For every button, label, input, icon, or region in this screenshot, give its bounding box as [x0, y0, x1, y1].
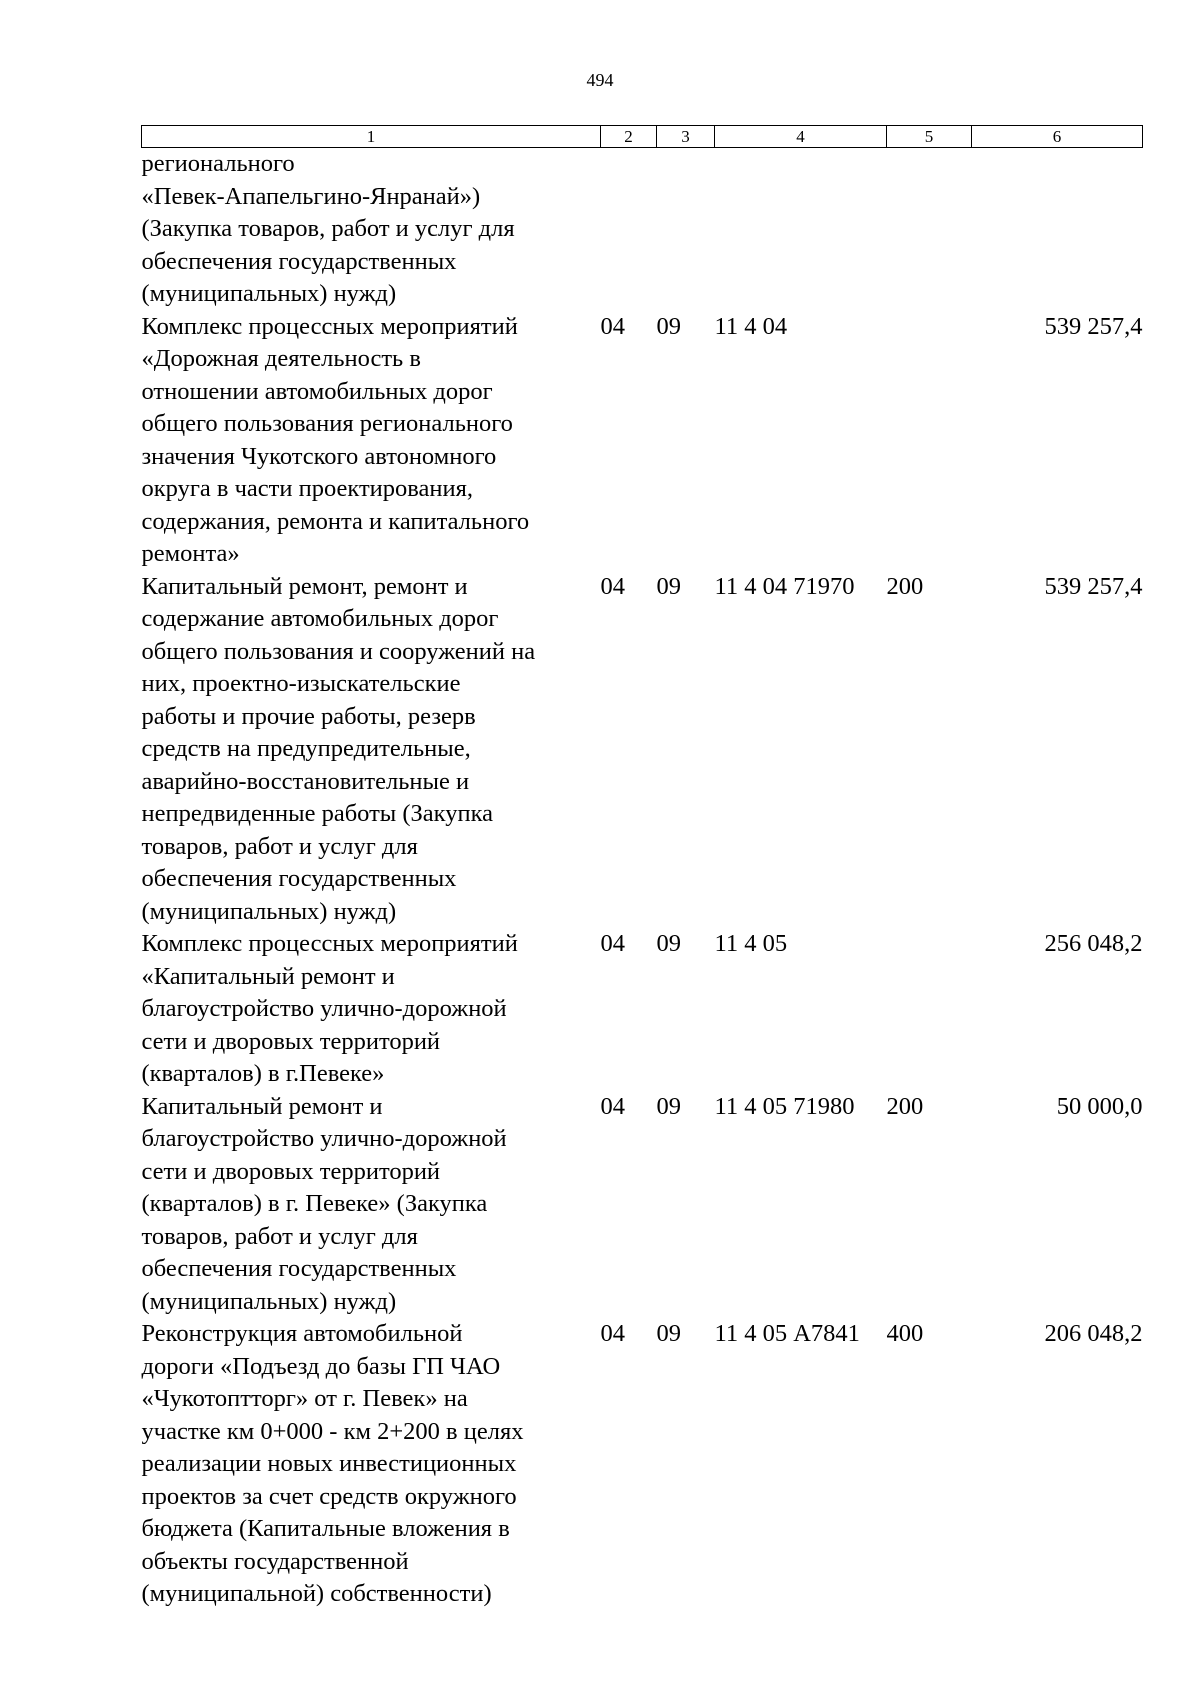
row-name-line: общего пользования и сооружений на	[141, 637, 536, 665]
header-row	[142, 126, 1143, 148]
row-name-line: «Чукотоптторг» от г. Певек» на	[141, 1385, 468, 1412]
row-name-line: непредвиденные работы (Закупка	[141, 800, 494, 827]
row-section: 04	[600, 1320, 625, 1347]
row-name-line: (муниципальных) нужд)	[141, 897, 397, 925]
row-name-line: «Певек-Апапельгино-Янранай»)	[141, 182, 481, 210]
row-name-line: значения Чукотского автономного	[141, 442, 497, 470]
row-name-line: (Закупка товаров, работ и услуг для	[141, 215, 515, 242]
row-target-article: 11 4 05 А7841	[714, 1320, 860, 1347]
row-name-line: (кварталов) в г.Певеке»	[141, 1060, 385, 1087]
row-name-line: Реконструкция автомобильной	[141, 1320, 463, 1347]
row-name-line: средств на предупредительные,	[141, 735, 471, 762]
row-name-line: содержания, ремонта и капитального	[141, 507, 530, 535]
row-name-line: проектов за счет средств окружного	[141, 1482, 517, 1510]
row-name-line: общего пользования регионального	[141, 410, 513, 437]
row-section	[601, 148, 657, 311]
header-col-5: 5	[887, 126, 972, 148]
budget-table	[141, 125, 1143, 1611]
row-name-line: регионального	[141, 150, 295, 177]
row-target-article: 11 4 05	[714, 930, 788, 957]
row-subsection	[657, 148, 715, 311]
row-name-line: благоустройство улично-дорожной	[141, 1125, 507, 1152]
table-header	[142, 126, 1143, 148]
row-target-article	[715, 148, 887, 311]
row-target-article: 11 4 04 71970	[714, 572, 855, 600]
row-amount	[972, 148, 1143, 311]
row-name-line: бюджета (Капитальные вложения в	[141, 1515, 510, 1542]
row-name-line: отношении автомобильных дорог	[141, 377, 493, 405]
row-name-line: «Капитальный ремонт и	[141, 962, 395, 990]
header-col-4: 4	[715, 126, 887, 148]
row-subsection: 09	[656, 572, 681, 600]
row-section: 04	[600, 312, 625, 340]
table-row	[142, 1318, 1143, 1611]
table-body	[142, 148, 1143, 1611]
row-name-line: них, проектно-изыскательские	[141, 670, 461, 697]
row-expense-type	[887, 311, 972, 571]
row-section: 04	[600, 930, 625, 957]
row-name-line: реализации новых инвестиционных	[141, 1450, 517, 1477]
row-name-line: ремонта»	[141, 540, 240, 567]
header-col-6: 6	[972, 126, 1143, 148]
row-expense-type	[887, 928, 972, 1091]
row-name-line: работы и прочие работы, резерв	[141, 702, 476, 730]
row-subsection: 09	[656, 312, 681, 340]
row-name	[142, 311, 601, 571]
row-name-line: обеспечения государственных	[141, 1255, 457, 1282]
row-name-line: участке км 0+000 - км 2+200 в целях	[141, 1417, 524, 1445]
row-name	[142, 571, 601, 929]
row-name-line: товаров, работ и услуг для	[141, 1222, 418, 1250]
row-subsection: 09	[656, 1092, 681, 1120]
row-expense-type	[887, 148, 972, 311]
row-name-line: обеспечения государственных	[141, 247, 457, 275]
table-row	[142, 311, 1143, 571]
row-name-line: содержание автомобильных дорог	[141, 605, 499, 632]
row-name-line: благоустройство улично-дорожной	[141, 995, 507, 1022]
row-subsection: 09	[656, 930, 681, 957]
row-subsection: 09	[656, 1320, 681, 1347]
row-name	[142, 148, 601, 311]
row-amount: 206 048,2	[1044, 1320, 1143, 1347]
row-expense-type: 400	[886, 1320, 924, 1347]
table-row	[142, 148, 1143, 311]
row-name-line: обеспечения государственных	[141, 865, 457, 892]
row-name-line: Капитальный ремонт, ремонт и	[141, 572, 468, 600]
row-name-line: аварийно-восстановительные и	[141, 767, 470, 795]
row-target-article: 11 4 05 71980	[714, 1092, 855, 1120]
row-name-line: (кварталов) в г. Певеке» (Закупка	[141, 1190, 488, 1217]
header-col-1: 1	[142, 126, 601, 148]
row-name-line: товаров, работ и услуг для	[141, 832, 418, 860]
row-name	[142, 928, 601, 1091]
row-name-line: «Дорожная деятельность в	[141, 345, 421, 372]
row-name	[142, 1318, 601, 1611]
page-number: 494	[586, 70, 614, 90]
row-name-line: (муниципальных) нужд)	[141, 1287, 397, 1315]
row-amount: 539 257,4	[1044, 572, 1143, 600]
row-amount: 256 048,2	[1044, 930, 1143, 957]
row-section: 04	[600, 572, 625, 600]
row-name	[142, 1091, 601, 1319]
row-name-line: Комплекс процессных мероприятий	[141, 930, 518, 957]
row-name-line: сети и дворовых территорий	[141, 1027, 441, 1055]
table-row	[142, 571, 1143, 929]
row-name-line: Капитальный ремонт и	[141, 1092, 383, 1120]
row-name-line: объекты государственной	[141, 1547, 409, 1575]
row-name-line: сети и дворовых территорий	[141, 1157, 441, 1185]
row-amount: 539 257,4	[1044, 312, 1143, 340]
table-row	[142, 1091, 1143, 1319]
row-name-line: (муниципальной) собственности)	[141, 1580, 492, 1607]
row-target-article: 11 4 04	[714, 312, 788, 340]
row-name-line: дороги «Подъезд до базы ГП ЧАО	[141, 1352, 501, 1380]
row-name-line: округа в части проектирования,	[141, 475, 474, 502]
row-section: 04	[600, 1092, 625, 1120]
table-row	[142, 928, 1143, 1091]
row-name-line: (муниципальных) нужд)	[141, 280, 397, 307]
row-amount: 50 000,0	[1056, 1092, 1143, 1120]
header-col-3: 3	[657, 126, 715, 148]
header-col-2: 2	[601, 126, 657, 148]
row-expense-type: 200	[886, 1092, 924, 1120]
row-expense-type: 200	[886, 572, 924, 600]
row-name-line: Комплекс процессных мероприятий	[141, 312, 518, 340]
